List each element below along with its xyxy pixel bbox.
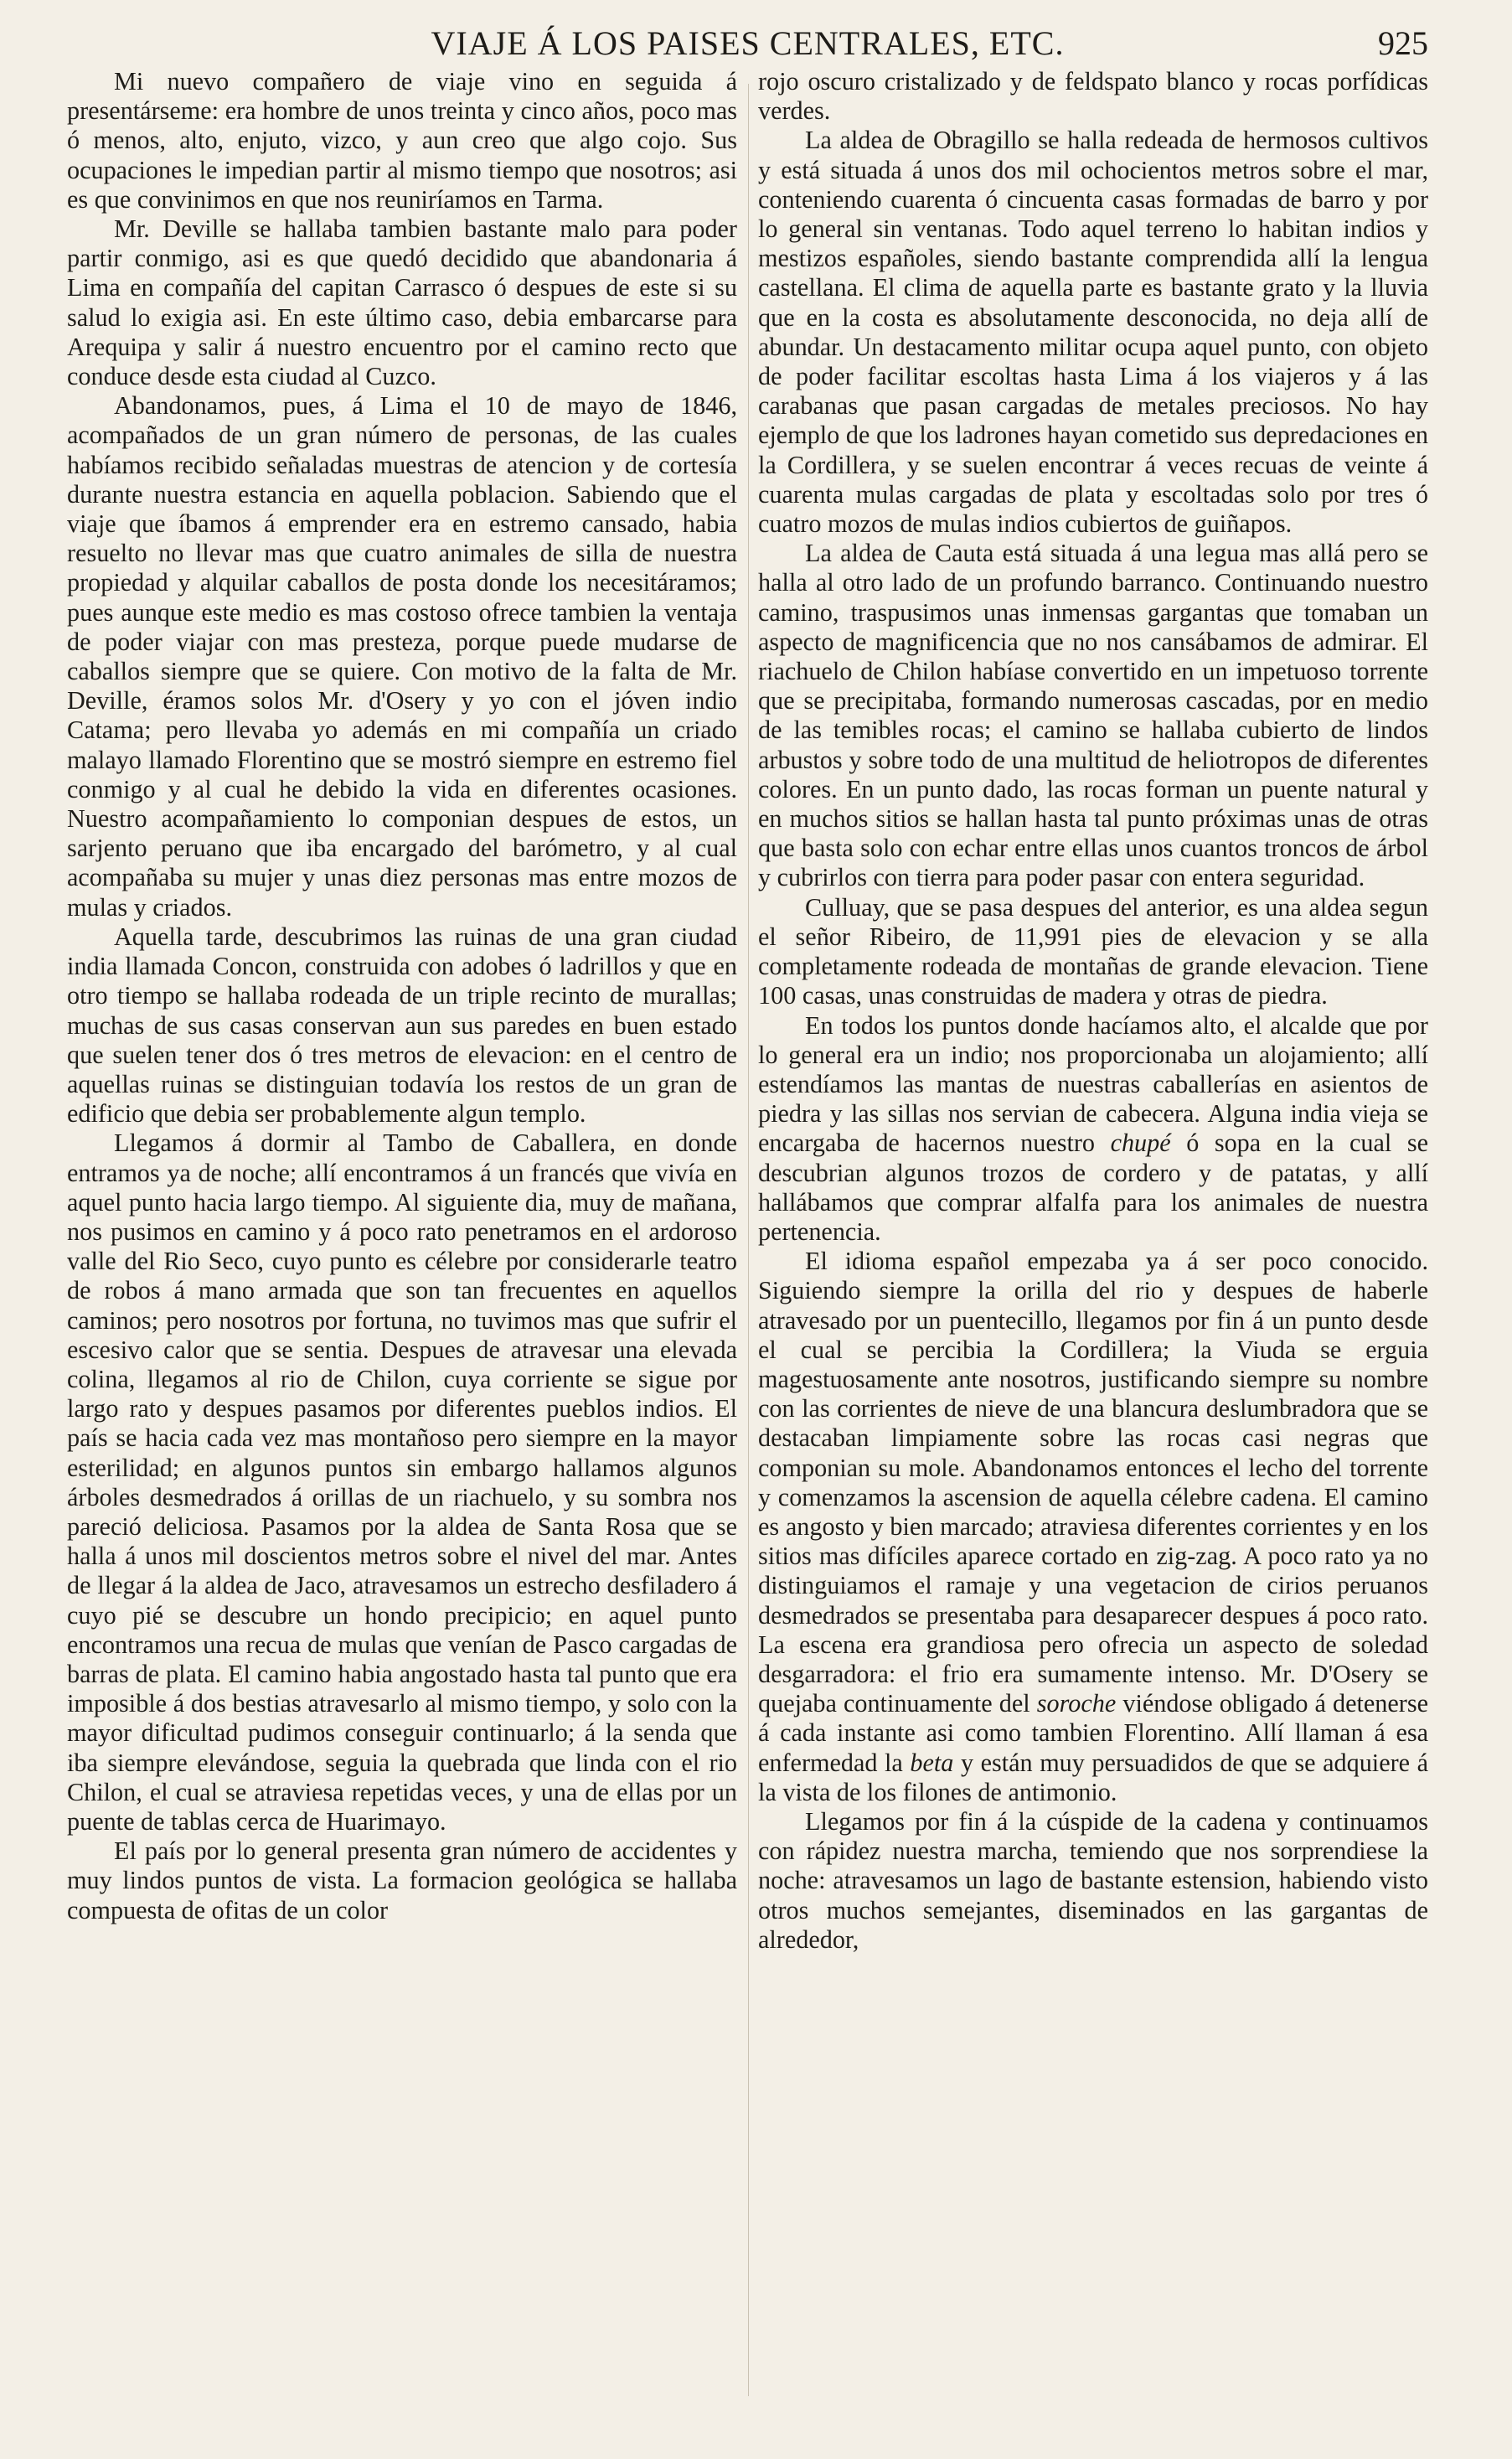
column-divider — [748, 84, 749, 2396]
paragraph: En todos los puntos donde hacíamos alto, el alcalde que por lo general era un indio; nos proporcionaba un alojamiento; allí estendíamos las mantas de nuestras caballerías en asientos de piedra y las sillas nos servian de cabecera. Alguna india vieja se encargaba de hacernos nuestro chupé ó sopa en la cual se descubrian algunos trozos de cordero y de patatas, y allí hallábamos que comprar alfalfa para los animales de nuestra pertenencia. — [758, 1010, 1428, 1246]
italic-term: chupé — [1110, 1129, 1171, 1158]
paragraph: La aldea de Obragillo se halla redeada de hermosos cultivos y está situada á unos dos mil ochocientos metros sobre el mar, conteniendo cuarenta ó cincuenta casas formadas de barro y por lo general sin ventanas. Todo aquel terreno lo habitan indios y mestizos españoles, siendo bastante comprendida allí la lengua castellana. El clima de aquella parte es bastante grato y la lluvia que en la costa es absolutamente desconocida, no deja allí de abundar. Un destacamento militar ocupa aquel punto, con objeto de poder facilitar escoltas hasta Lima á los viajeros y á las carabanas que pasan cargadas de metales preciosos. No hay ejemplo de que los ladrones hayan cometido sus depredaciones en la Cordillera, y se suelen encontrar á veces recuas de veinte á cuarenta mulas cargadas de plata y escoltadas solo por tres ó cuatro mozos de mulas indios cubiertos de guiñapos. — [758, 126, 1428, 539]
paragraph: El idioma español empezaba ya á ser poco conocido. Siguiendo siempre la orilla del rio y despues de haberle atravesado por un puentecillo, llegamos por fin á un punto desde el cual se percibia la Cordillera; la Viuda se erguia magestuosamente ante nosotros, justificando siempre su nombre con las corrientes de nieve de una blancura deslumbradora que se destacaban limpiamente sobre las rocas casi negras que componian su mole. Abandonamos entonces el lecho del torrente y comenzamos la ascension de aquella célebre cadena. El camino es angosto y bien marcado; atraviesa diferentes corrientes y en los sitios mas difíciles aparece cortado en zig-zag. A poco rato ya no distinguiamos el ramaje y una vegetacion de cirios peruanos desmedrados se presentaba para desaparecer despues á poco rato. La escena era grandiosa pero ofrecia un aspecto de soledad desgarradora: el frio era sumamente intenso. Mr. D'Osery se quejaba continuamente del soroche viéndose obligado á detenerse á cada instante asi como tambien Florentino. Allí llaman á esa enfermedad la beta y están muy persuadidos de que se adquiere á la vista de los filones de antimonio. — [758, 1247, 1429, 1806]
paragraph: La aldea de Cauta está situada á una legua mas allá pero se halla al otro lado de un profundo barranco. Continuando nuestro camino, traspusimos unas inmensas gargantas que tomaban un aspecto de magnificencia que no nos cansábamos de admirar. El riachuelo de Chilon habíase convertido en un impetuoso torrente que se precipitaba, formando numerosas cascadas, por en medio de las temibles rocas; el camino se hallaba cubierto de lindos arbustos y sobre todo de una multitud de heliotropos de diferentes colores. En un punto dado, las rocas forman un puente natural y en muchos sitios se hallan hasta tal punto próximas unas de otras que basta solo con echar entre ellas unos cuantos troncos de árbol y cubrirlos con tierra para poder pasar con entera seguridad. — [758, 539, 1428, 892]
left-column — [67, 67, 737, 1925]
italic-term: beta — [910, 1748, 954, 1777]
right-column — [758, 67, 1428, 1955]
paragraph: Abandonamos, pues, á Lima el 10 de mayo de 1846, acompañados de un gran número de personas, de las cuales habíamos recibido señaladas muestras de atencion y de cortesía durante nuestra estancia en aquella poblacion. Sabiendo que el viaje que íbamos á emprender era en estremo cansado, habia resuelto no llevar mas que cuatro animales de silla de nuestra propiedad y alquilar caballos de posta donde los necesitáramos; pues aunque este medio es mas costoso ofrece tambien la ventaja de poder viajar con mas presteza, porque puede mudarse de caballos siempre que se quiere. Con motivo de la falta de Mr. Deville, éramos solos Mr. d'Osery y yo con el jóven indio Catama; pero llevaba yo además en mi compañía un criado malayo llamado Florentino que se mostró siempre en estremo fiel conmigo y al cual he debido la vida en diferentes ocasiones. Nuestro acompañamiento lo componian despues de estos, un sarjento peruano que iba encargado del barómetro, y al cual acompañaba su mujer y unas diez personas mas entre mozos de mulas y criados. — [67, 391, 737, 922]
page-number: 925 — [1378, 24, 1428, 62]
paragraph: Llegamos á dormir al Tambo de Caballera, en donde entramos ya de noche; allí encontramos á un francés que vivía en aquel punto hacia largo tiempo. Al siguiente dia, muy de mañana, nos pusimos en camino y á poco rato penetramos en el ardoroso valle del Rio Seco, cuyo punto es célebre por considerarle teatro de robos á mano armada que son tan frecuentes en aquellos caminos; pero nosotros por fortuna, no tuvimos mas que sufrir el escesivo calor que se sentia. Despues de atravesar una elevada colina, llegamos al rio de Chilon, cuya corriente se sigue por largo rato y despues pasamos por diferentes pueblos indios. El país se hacia cada vez mas montañoso pero siempre en la mayor esterilidad; en algunos puntos sin embargo hallamos algunos árboles desmedrados á orillas de un riachuelo, y su sombra nos pareció deliciosa. Pasamos por la aldea de Santa Rosa que se halla á unos mil doscientos metros sobre el nivel del mar. Antes de llegar á la aldea de Jaco, atravesamos un estrecho desfiladero á cuyo pié se descubre un hondo precipicio; en aquel punto encontramos una recua de mulas que venían de Pasco cargadas de barras de plata. El camino habia angostado hasta tal punto que era imposible á dos bestias atravesarlo al mismo tiempo, y solo con la mayor dificultad pudimos conseguir continuarlo; á la senda que iba siempre elevándose, seguia la quebrada que linda con el rio Chilon, el cual se atraviesa repetidas veces, y una de ellas por un puente de tablas cerca de Huarimayo. — [67, 1129, 737, 1836]
paragraph: El país por lo general presenta gran número de accidentes y muy lindos puntos de vista. La formacion geológica se hallaba compuesta de ofitas de un color — [67, 1837, 737, 1924]
running-title: VIAJE Á LOS PAISES CENTRALES, ETC. — [431, 24, 1065, 62]
paragraph: Culluay, que se pasa despues del anterior, es una aldea segun el señor Ribeiro, de 11,991 pies de elevacion y se alla completamente rodeada de montañas de grande elevacion. Tiene 100 casas, unas construidas de madera y otras de piedra. — [758, 892, 1428, 1010]
paragraph: Mi nuevo compañero de viaje vino en seguida á presentárseme: era hombre de unos treinta y cinco años, poco mas ó menos, alto, enjuto, vizco, y aun creo que algo cojo. Sus ocupaciones le impedian partir al mismo tiempo que nosotros; asi es que convinimos en que nos reuniríamos en Tarma. — [67, 67, 737, 214]
paragraph-continued: rojo oscuro cristalizado y de feldspato blanco y rocas porfídicas verdes. — [758, 67, 1428, 126]
paragraph: Aquella tarde, descubrimos las ruinas de una gran ciudad india llamada Concon, construida con adobes ó ladrillos y que en otro tiempo se hallaba rodeada de un triple recinto de murallas; muchas de sus casas conservan aun sus paredes en buen estado que suelen tener dos ó tres metros de elevacion: en el centro de aquellas ruinas se distinguian todavía los restos de un gran de edificio que debia ser probablemente algun templo. — [67, 922, 737, 1129]
paragraph: Llegamos por fin á la cúspide de la cadena y continuamos con rápidez nuestra marcha, temiendo que nos sorprendiese la noche: atravesamos un lago de bastante estension, habiendo visto otros muchos semejantes, diseminados en las gargantas de alrededor, — [758, 1806, 1428, 1954]
italic-term: soroche — [1036, 1689, 1117, 1718]
paragraph: Mr. Deville se hallaba tambien bastante malo para poder partir conmigo, asi es que quedó decidido que abandonaria á Lima en compañía del capitan Carrasco ó despues de este si su salud lo exigia asi. En este último caso, debia embarcarse para Arequipa y salir á nuestro encuentro por el camino recto que conduce desde esta ciudad al Cuzco. — [67, 214, 737, 391]
page-header — [67, 23, 1428, 67]
